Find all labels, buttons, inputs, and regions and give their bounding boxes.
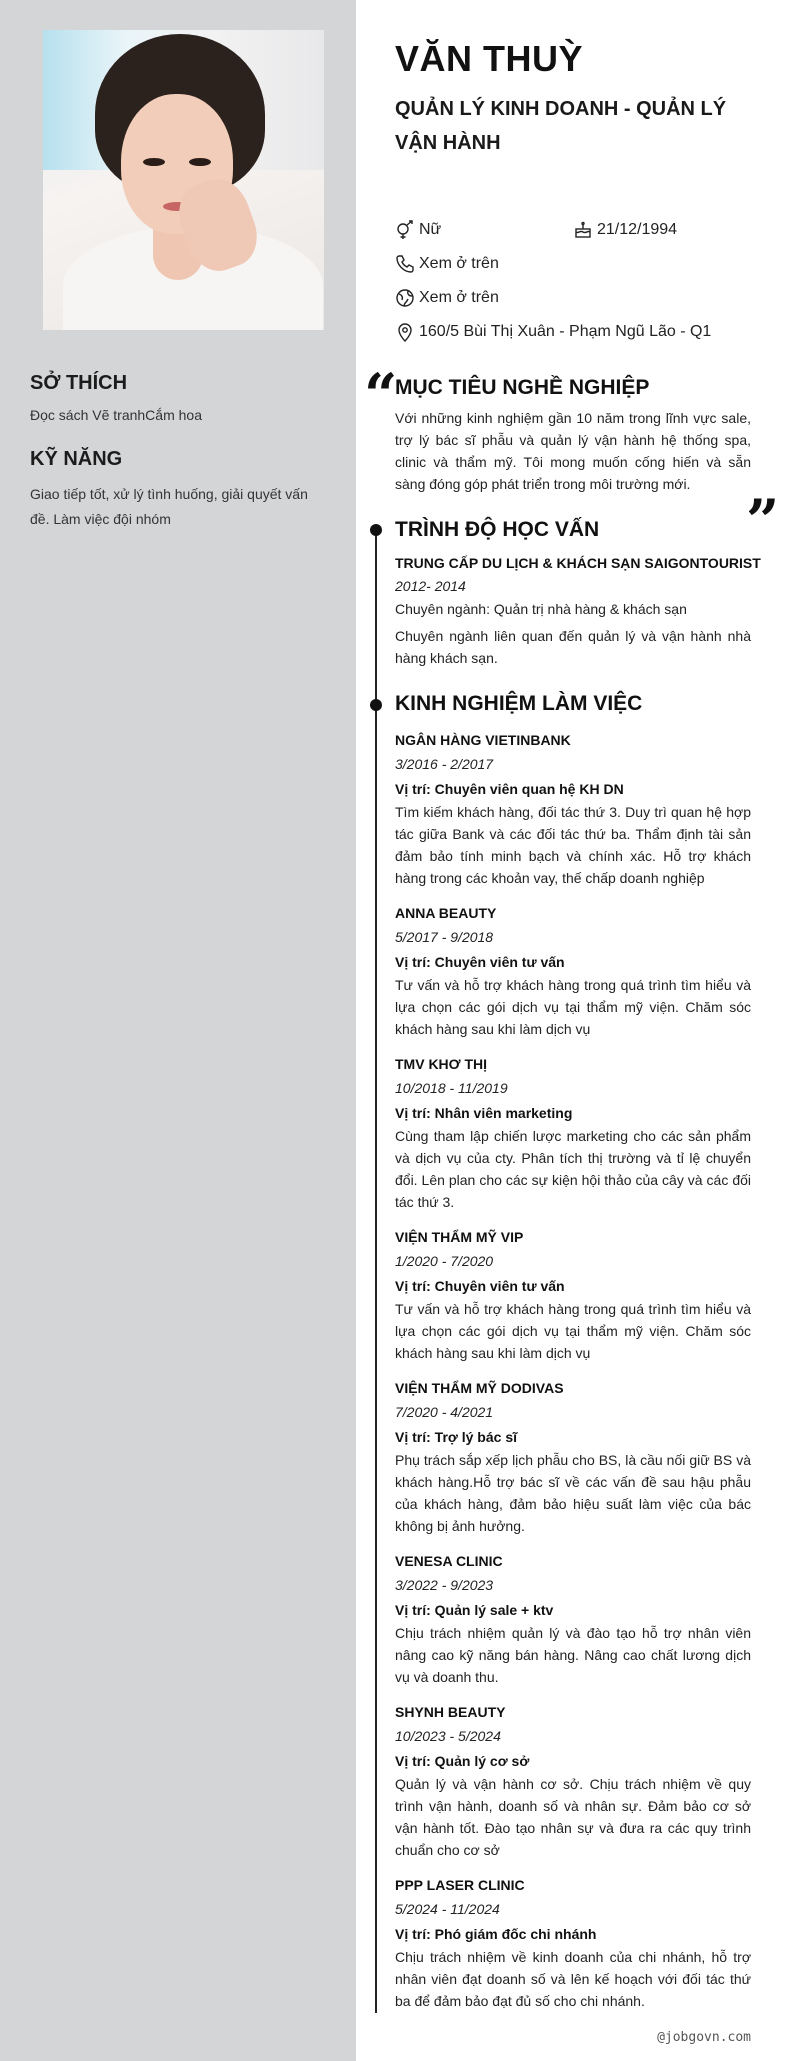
- hobbies-text: Đọc sách Vẽ tranhCắm hoa: [30, 407, 202, 423]
- email-row: [395, 288, 499, 308]
- globe-icon: [395, 288, 415, 308]
- job-date: 7/2020 - 4/2021: [395, 1404, 494, 1420]
- email-value: Xem ở trên: [419, 289, 499, 306]
- phone-value: Xem ở trên: [419, 255, 499, 272]
- profile-photo: [43, 30, 324, 330]
- candidate-name: VĂN THUỲ: [395, 38, 584, 79]
- job-date: 3/2022 - 9/2023: [395, 1577, 494, 1593]
- job-company: NGÂN HÀNG VIETINBANK: [395, 732, 571, 748]
- gender-value: Nữ: [419, 221, 442, 238]
- job-company: VIỆN THẨM MỸ DODIVAS: [395, 1380, 564, 1396]
- job-entry: [395, 1700, 751, 1861]
- job-position: Vị trí: Nhân viên marketing: [395, 1105, 573, 1121]
- skills-heading: KỸ NĂNG: [30, 448, 123, 470]
- job-position: Vị trí: Chuyên viên tư vấn: [395, 1278, 565, 1294]
- job-description: Tìm kiếm khách hàng, đối tác thứ 3. Duy trì quan hệ hợp tác giữa Bank và các đối tác thứ ba. Thẩm định tài sản đảm bảo tính minh bạch và chính xác. Hỗ trợ khách hàng trong các khoản vay, thế chấp doanh nghiệp: [395, 804, 751, 886]
- job-date: 10/2018 - 11/2019: [395, 1080, 508, 1096]
- hobbies-heading: SỞ THÍCH: [30, 372, 128, 394]
- education-school: TRUNG CẤP DU LỊCH & KHÁCH SẠN SAIGONTOURIST: [395, 555, 761, 571]
- candidate-title: QUẢN LÝ KINH DOANH - QUẢN LÝ VẬN HÀNH: [395, 98, 727, 154]
- timeline-line: [375, 525, 377, 2013]
- job-date: 3/2016 - 2/2017: [395, 756, 494, 772]
- education-major: Chuyên ngành: Quản trị nhà hàng & khách sạn: [395, 601, 687, 617]
- address-value: 160/5 Bùi Thị Xuân - Phạm Ngũ Lão - Q1: [419, 323, 712, 340]
- job-date: 10/2023 - 5/2024: [395, 1728, 501, 1744]
- job-entry: [395, 901, 751, 1040]
- job-entry: [395, 1052, 751, 1213]
- job-entry: [395, 1549, 751, 1688]
- job-company: VIỆN THẨM MỸ VIP: [395, 1229, 524, 1245]
- address-row: [395, 322, 711, 342]
- job-position: Vị trí: Chuyên viên tư vấn: [395, 954, 565, 970]
- job-description: Chịu trách nhiệm về kinh doanh của chi nhánh, hỗ trợ nhân viên đạt doanh số và lên kế hoạch với đối tác thứ ba để đảm bảo đạt đủ số cho chi nhánh.: [395, 1949, 751, 2009]
- education-desc: Chuyên ngành liên quan đến quản lý và vận hành nhà hàng khách sạn.: [395, 628, 751, 666]
- job-date: 5/2024 - 11/2024: [395, 1901, 500, 1917]
- job-position: Vị trí: Trợ lý bác sĩ: [395, 1429, 517, 1445]
- sidebar: [0, 0, 356, 2061]
- job-company: TMV KHƠ THỊ: [395, 1056, 488, 1072]
- gender-row: [395, 220, 441, 240]
- cake-icon: [573, 220, 593, 240]
- skills-text: Giao tiếp tốt, xử lý tình huống, giải quyết vấn đề. Làm việc đội nhóm: [30, 486, 308, 527]
- birthday-value: 21/12/1994: [597, 221, 678, 238]
- gender-icon: [395, 220, 415, 240]
- job-entry: [395, 1376, 751, 1537]
- birthday-row: [573, 220, 677, 240]
- timeline-dot: [370, 699, 382, 711]
- job-description: Tư vấn và hỗ trợ khách hàng trong quá trình tìm hiểu và lựa chọn các gói dịch vụ tại thẩm mỹ viện. Chăm sóc khách hàng sau khi làm dịch vụ: [395, 977, 751, 1037]
- experience-list: [395, 728, 751, 2024]
- job-date: 5/2017 - 9/2018: [395, 929, 494, 945]
- objective-heading: MỤC TIÊU NGHỀ NGHIỆP: [395, 376, 650, 399]
- job-description: Phụ trách sắp xếp lịch phẫu cho BS, là cầu nối giữ BS và khách hàng.Hỗ trợ bác sĩ về các vấn đề sau hậu phẫu của khách hàng, đảm bảo hiệu suất làm việc của bác không bị ảnh hưởng.: [395, 1452, 751, 1534]
- job-company: PPP LASER CLINIC: [395, 1877, 525, 1893]
- job-position: Vị trí: Quản lý sale + ktv: [395, 1602, 554, 1618]
- phone-icon: [395, 254, 415, 274]
- job-position: Vị trí: Phó giám đốc chi nhánh: [395, 1926, 597, 1942]
- job-entry: [395, 1225, 751, 1364]
- watermark: @jobgovn.com: [657, 2030, 751, 2045]
- education-date: 2012- 2014: [395, 578, 466, 594]
- objective-text: Với những kinh nghiệm gần 10 năm trong lĩnh vực sale, trợ lý bác sĩ phẫu và quản lý vận hành hệ thống spa, clinic và thẩm mỹ. Tôi mong muốn cống hiến và sẵn sàng đóng góp phát triển trong môi trường mới.: [395, 410, 751, 492]
- job-position: Vị trí: Quản lý cơ sở: [395, 1753, 530, 1769]
- quote-mark-icon: “: [364, 361, 398, 429]
- job-date: 1/2020 - 7/2020: [395, 1253, 494, 1269]
- job-position: Vị trí: Chuyên viên quan hệ KH DN: [395, 781, 624, 797]
- job-description: Chịu trách nhiệm quản lý và đào tạo hỗ trợ nhân viên nâng cao kỹ năng bán hàng. Nâng cao chất lương dịch vụ và doanh thu.: [395, 1625, 751, 1685]
- job-company: VENESA CLINIC: [395, 1553, 503, 1569]
- education-heading: TRÌNH ĐỘ HỌC VẤN: [395, 518, 600, 541]
- job-entry: [395, 1873, 751, 2012]
- job-description: Tư vấn và hỗ trợ khách hàng trong quá trình tìm hiểu và lựa chọn các gói dịch vụ tại thẩm mỹ viện. Chăm sóc khách hàng sau khi làm dịch vụ: [395, 1301, 751, 1361]
- location-pin-icon: [395, 322, 415, 342]
- timeline-dot: [370, 524, 382, 536]
- phone-row: [395, 254, 499, 274]
- job-company: SHYNH BEAUTY: [395, 1704, 506, 1720]
- quote-mark-icon: ”: [746, 487, 780, 555]
- job-entry: [395, 728, 751, 889]
- experience-heading: KINH NGHIỆM LÀM VIỆC: [395, 692, 643, 715]
- job-description: Cùng tham lập chiến lược marketing cho các sản phẩm và dịch vụ của cty. Phân tích thị trường và tỉ lệ chuyển đổi. Lên plan cho các sự kiện hội thảo của cây và các đối tác thứ 3.: [395, 1128, 751, 1210]
- job-description: Quản lý và vận hành cơ sở. Chịu trách nhiệm về quy trình vận hành, doanh số và nhân sự. Đảm bảo cơ sở vận hành tốt. Đào tạo nhân sự và đưa ra các quy trình chuẩn cho cơ sở: [395, 1776, 751, 1858]
- job-company: ANNA BEAUTY: [395, 905, 497, 921]
